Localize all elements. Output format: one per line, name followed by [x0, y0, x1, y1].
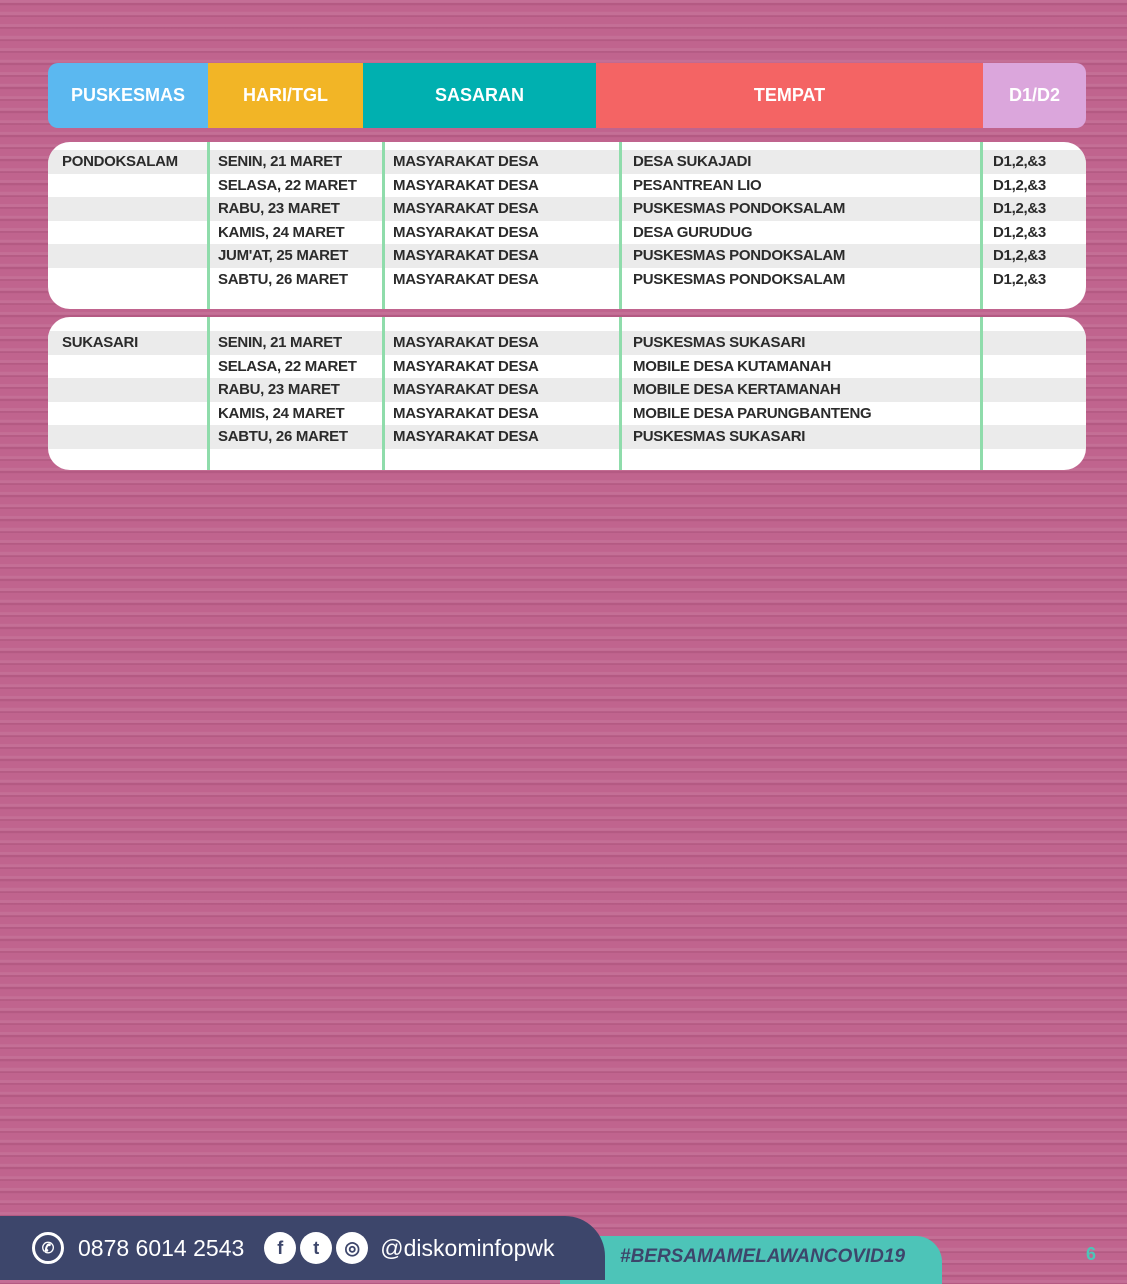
- target-cell: MASYARAKAT DESA: [393, 428, 539, 446]
- location-cell: PUSKESMAS PONDOKSALAM: [633, 247, 846, 265]
- target-cell: MASYARAKAT DESA: [393, 223, 539, 241]
- date-cell: KAMIS, 24 MARET: [218, 223, 345, 241]
- location-cell: PUSKESMAS SUKASARI: [633, 334, 806, 351]
- location-cell: MOBILE DESA PARUNGBANTENG: [633, 404, 872, 422]
- table-row: [48, 244, 1086, 268]
- column-divider: [980, 142, 983, 309]
- dose-cell: [981, 355, 1086, 379]
- dose-cell: D1,2,&3: [993, 247, 1046, 265]
- date-cell: SENIN, 21 MARET: [218, 334, 342, 351]
- footer-contact: [0, 1216, 605, 1280]
- header-sasaran: SASARAN: [363, 63, 596, 128]
- puskesmas-cell: [48, 355, 208, 379]
- table-sukasari: [48, 317, 1086, 470]
- date-cell: JUM'AT, 25 MARET: [218, 247, 349, 265]
- header-tempat: TEMPAT: [596, 63, 983, 128]
- date-cell: RABU, 23 MARET: [218, 381, 340, 399]
- target-cell: MASYARAKAT DESA: [393, 176, 539, 194]
- column-divider: [382, 142, 385, 309]
- dose-cell: [981, 378, 1086, 402]
- target-cell: MASYARAKAT DESA: [393, 357, 539, 375]
- puskesmas-cell: [48, 378, 208, 402]
- twitter-icon: t: [300, 1232, 332, 1264]
- page-number: 6: [1086, 1244, 1097, 1264]
- header-puskesmas: PUSKESMAS: [48, 63, 208, 128]
- target-cell: MASYARAKAT DESA: [393, 200, 539, 218]
- location-cell: DESA SUKAJADI: [633, 153, 752, 170]
- puskesmas-cell: SUKASARI: [62, 334, 138, 351]
- table-row: [48, 355, 1086, 379]
- table-row: [48, 425, 1086, 449]
- column-divider: [619, 142, 622, 309]
- location-cell: DESA GURUDUG: [633, 223, 753, 241]
- location-cell: PUSKESMAS PONDOKSALAM: [633, 270, 846, 288]
- column-divider: [207, 142, 210, 309]
- dose-cell: D1,2,&3: [993, 176, 1046, 194]
- dose-cell: D1,2,&3: [993, 153, 1046, 170]
- facebook-icon: f: [264, 1232, 296, 1264]
- instagram-icon: ◎: [336, 1232, 368, 1264]
- hashtag-banner: #BERSAMAMELAWANCOVID19: [560, 1236, 942, 1284]
- target-cell: MASYARAKAT DESA: [393, 153, 539, 170]
- table-row: [48, 150, 1086, 174]
- location-cell: PUSKESMAS PONDOKSALAM: [633, 200, 846, 218]
- date-cell: KAMIS, 24 MARET: [218, 404, 345, 422]
- date-cell: SELASA, 22 MARET: [218, 176, 357, 194]
- date-cell: SENIN, 21 MARET: [218, 153, 342, 170]
- location-cell: PUSKESMAS SUKASARI: [633, 428, 806, 446]
- header-hari-tgl: HARI/TGL: [208, 63, 363, 128]
- dose-cell: D1,2,&3: [993, 270, 1046, 288]
- column-divider: [207, 317, 210, 470]
- table-row: [48, 221, 1086, 245]
- target-cell: MASYARAKAT DESA: [393, 334, 539, 351]
- column-divider: [980, 317, 983, 470]
- date-cell: RABU, 23 MARET: [218, 200, 340, 218]
- dose-cell: [981, 331, 1086, 355]
- date-cell: SABTU, 26 MARET: [218, 270, 348, 288]
- social-handle: @diskominfopwk: [380, 1234, 555, 1261]
- phone-number: 0878 6014 2543: [78, 1234, 245, 1261]
- whatsapp-icon: ✆: [32, 1232, 64, 1264]
- target-cell: MASYARAKAT DESA: [393, 247, 539, 265]
- table-row: [48, 197, 1086, 221]
- dose-cell: [981, 425, 1086, 449]
- dose-cell: [981, 402, 1086, 426]
- puskesmas-cell: [48, 268, 208, 292]
- date-cell: SABTU, 26 MARET: [218, 428, 348, 446]
- dose-cell: D1,2,&3: [993, 223, 1046, 241]
- table-header: [48, 63, 1086, 128]
- date-cell: SELASA, 22 MARET: [218, 357, 357, 375]
- table-row: [48, 331, 1086, 355]
- table-row: [48, 268, 1086, 292]
- header-d1d2: D1/D2: [983, 63, 1086, 128]
- table-row: [48, 378, 1086, 402]
- location-cell: MOBILE DESA KUTAMANAH: [633, 357, 831, 375]
- column-divider: [619, 317, 622, 470]
- location-cell: MOBILE DESA KERTAMANAH: [633, 381, 841, 399]
- dose-cell: D1,2,&3: [993, 200, 1046, 218]
- puskesmas-cell: [48, 425, 208, 449]
- puskesmas-cell: PONDOKSALAM: [62, 153, 178, 170]
- column-divider: [382, 317, 385, 470]
- puskesmas-cell: [48, 174, 208, 198]
- location-cell: PESANTREAN LIO: [633, 176, 762, 194]
- target-cell: MASYARAKAT DESA: [393, 270, 539, 288]
- table-row: [48, 402, 1086, 426]
- table-row: [48, 174, 1086, 198]
- puskesmas-cell: [48, 221, 208, 245]
- target-cell: MASYARAKAT DESA: [393, 404, 539, 422]
- puskesmas-cell: [48, 402, 208, 426]
- puskesmas-cell: [48, 197, 208, 221]
- target-cell: MASYARAKAT DESA: [393, 381, 539, 399]
- puskesmas-cell: [48, 244, 208, 268]
- table-pondoksalam: [48, 142, 1086, 309]
